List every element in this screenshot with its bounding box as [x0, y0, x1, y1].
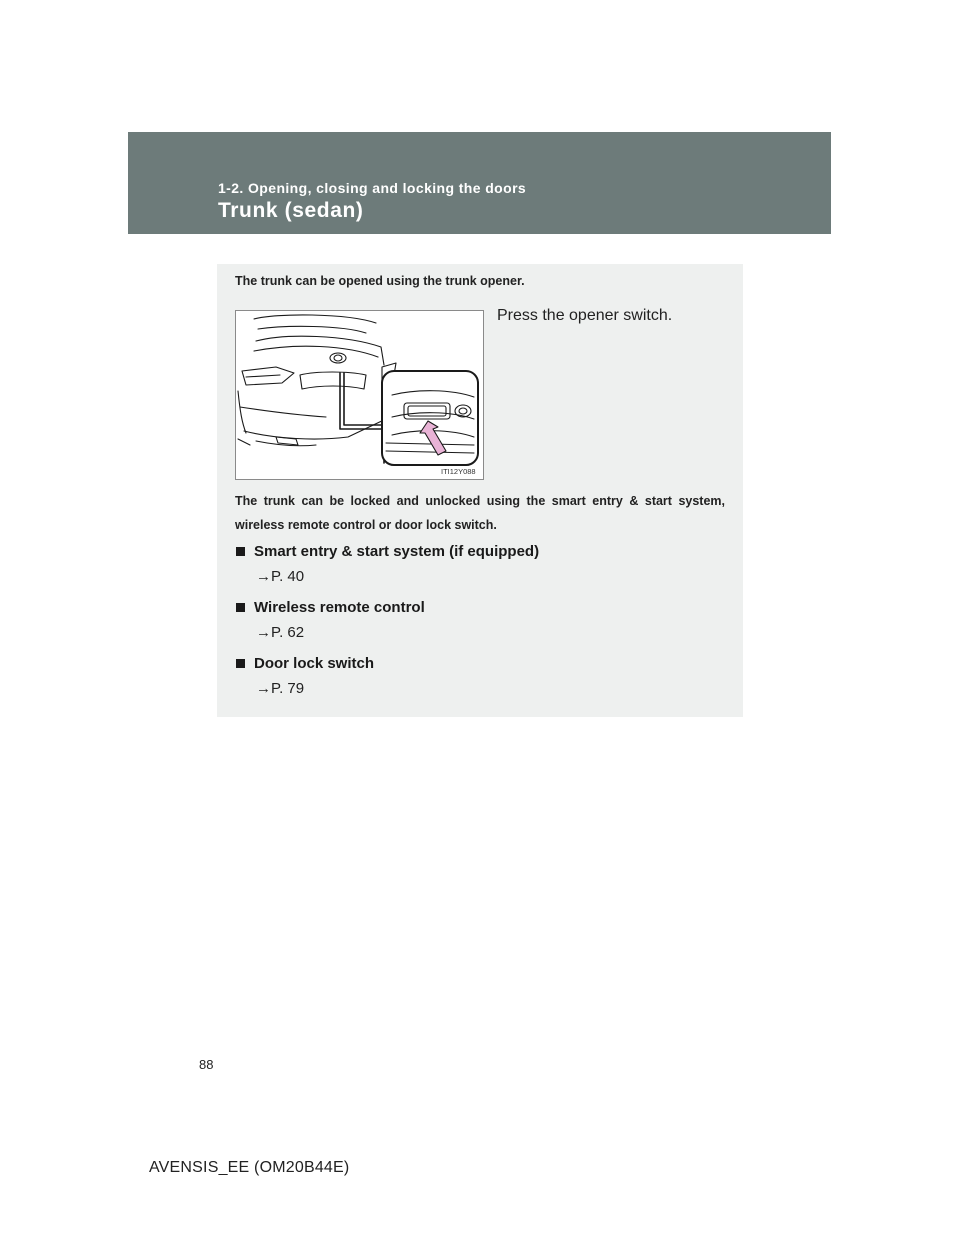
section-label: 1-2. Opening, closing and locking the doors [218, 180, 527, 196]
list-item [236, 655, 374, 697]
list-item [236, 599, 425, 641]
square-bullet-icon [236, 659, 245, 668]
item-title: Wireless remote control [254, 599, 425, 616]
intro-text: The trunk can be opened using the trunk opener. [235, 274, 525, 288]
lock-description: The trunk can be locked and unlocked using the smart entry & start system, wireless remote control or door lock switch. [235, 494, 725, 532]
page-reference-link[interactable]: →P. 79 [256, 680, 305, 697]
square-bullet-icon [236, 603, 245, 612]
figure-code: ITI12Y088 [441, 467, 476, 476]
page-reference-link[interactable]: →P. 62 [256, 624, 305, 641]
page-reference-link[interactable]: →P. 40 [256, 568, 305, 585]
page-title: Trunk (sedan) [218, 199, 364, 222]
step-instruction: Press the opener switch. [497, 307, 673, 324]
car-rear-drawing [236, 311, 483, 479]
square-bullet-icon [236, 547, 245, 556]
page-number: 88 [199, 1057, 214, 1072]
manual-code: AVENSIS_EE (OM20B44E) [149, 1159, 350, 1176]
item-title: Smart entry & start system (if equipped) [254, 543, 540, 560]
item-title: Door lock switch [254, 655, 375, 672]
list-item [236, 543, 539, 585]
trunk-opener-illustration [235, 310, 484, 480]
